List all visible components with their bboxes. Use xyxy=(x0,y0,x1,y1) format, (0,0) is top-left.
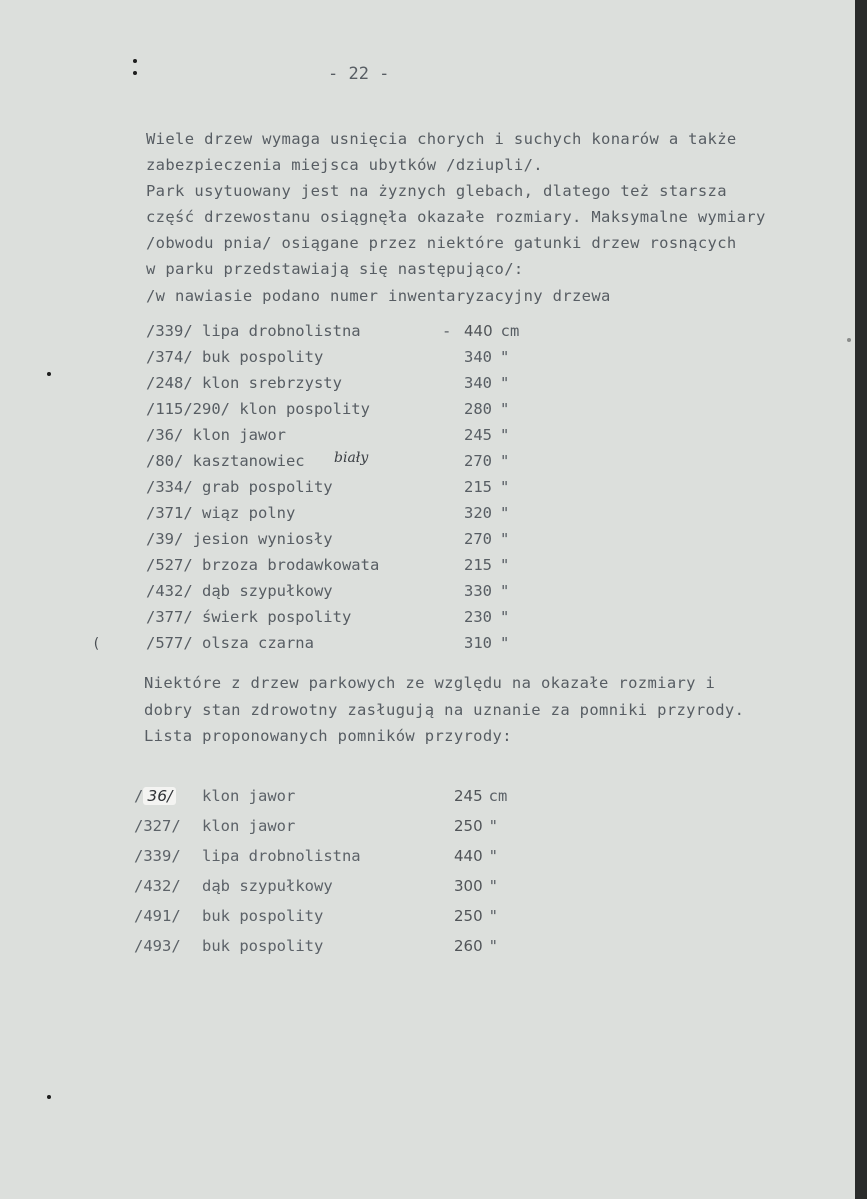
tree-name: /115/290/ klon pospolity xyxy=(146,400,370,418)
trunk-circumference xyxy=(464,452,509,470)
value: 230 xyxy=(464,608,492,626)
tree-name: klon jawor xyxy=(202,817,296,835)
value: 440 xyxy=(464,322,493,340)
tree-name: /432/ dąb szypułkowy xyxy=(146,582,333,600)
pencil-mark: ( xyxy=(92,636,101,652)
paragraph-line: Lista proponowanych pomników przyrody: xyxy=(144,727,512,745)
tree-name: /377/ świerk pospolity xyxy=(146,608,352,626)
trunk-circumference xyxy=(454,937,498,955)
unit: " xyxy=(500,530,510,548)
unit: cm xyxy=(488,787,508,805)
table-row xyxy=(146,348,586,370)
tree-name: dąb szypułkowy xyxy=(202,877,333,895)
paragraph-line: w parku przedstawiają się następująco/: xyxy=(146,260,524,278)
tree-name: buk pospolity xyxy=(202,907,324,925)
table-row xyxy=(146,608,586,630)
margin-dot xyxy=(133,59,137,63)
trunk-circumference xyxy=(454,907,498,925)
table-row xyxy=(146,400,586,422)
trunk-circumference xyxy=(464,608,509,626)
value: 340 xyxy=(464,374,492,392)
unit: " xyxy=(488,847,498,865)
value: 250 xyxy=(454,907,483,925)
margin-dot xyxy=(47,372,51,376)
tree-name: /374/ buk pospolity xyxy=(146,348,324,366)
table-row xyxy=(134,787,574,809)
trunk-circumference xyxy=(464,530,509,548)
inventory-number xyxy=(134,907,181,925)
table-row xyxy=(146,426,586,448)
table-row xyxy=(146,530,586,552)
number: /327/ xyxy=(134,817,181,835)
unit: " xyxy=(500,374,510,392)
value: 215 xyxy=(464,478,492,496)
trunk-circumference xyxy=(464,634,509,652)
table-row xyxy=(146,478,586,500)
margin-dot xyxy=(47,1095,51,1099)
value: 280 xyxy=(464,400,492,418)
value: 250 xyxy=(454,817,483,835)
unit: " xyxy=(500,426,510,444)
unit: " xyxy=(488,817,498,835)
trunk-circumference xyxy=(464,374,509,392)
tree-name: buk pospolity xyxy=(202,937,324,955)
value: 270 xyxy=(464,452,492,470)
margin-dot xyxy=(847,338,851,342)
number: /493/ xyxy=(134,937,181,955)
unit: " xyxy=(500,608,510,626)
tree-name: /36/ klon jawor xyxy=(146,426,286,444)
handwritten-annotation: biały xyxy=(334,450,369,466)
value: 245 xyxy=(454,787,483,805)
tree-name: /39/ jesion wyniosły xyxy=(146,530,333,548)
tree-name: /577/ olsza czarna xyxy=(146,634,314,652)
value: 440 xyxy=(454,847,483,865)
corrected-number: 36/ xyxy=(143,787,176,805)
tree-name: lipa drobnolistna xyxy=(202,847,361,865)
unit: " xyxy=(488,877,498,895)
value: 320 xyxy=(464,504,492,522)
table-row xyxy=(146,452,586,474)
value: 260 xyxy=(454,937,483,955)
paragraph-line: Wiele drzew wymaga usnięcia chorych i suchych konarów a także xyxy=(146,130,737,148)
value: 310 xyxy=(464,634,492,652)
unit: " xyxy=(488,937,498,955)
margin-dot xyxy=(133,71,137,75)
table-row xyxy=(134,817,574,839)
table-row xyxy=(146,504,586,526)
table-row xyxy=(146,374,586,396)
unit: " xyxy=(500,634,510,652)
inventory-number xyxy=(134,817,181,835)
unit: " xyxy=(500,504,510,522)
value: 270 xyxy=(464,530,492,548)
paragraph-line: Niektóre z drzew parkowych ze względu na okazałe rozmiary i xyxy=(144,674,716,692)
unit: " xyxy=(500,582,510,600)
number-prefix: / xyxy=(134,787,144,805)
trunk-circumference xyxy=(454,847,498,865)
unit: " xyxy=(500,452,510,470)
number: /339/ xyxy=(134,847,181,865)
trunk-circumference xyxy=(464,478,509,496)
unit: " xyxy=(500,478,510,496)
table-row xyxy=(146,634,586,656)
tree-name: /371/ wiąz polny xyxy=(146,504,296,522)
trunk-circumference xyxy=(464,504,509,522)
inventory-number xyxy=(134,937,181,955)
table-row xyxy=(134,847,574,869)
trunk-circumference xyxy=(454,877,498,895)
tree-name: /527/ brzoza brodawkowata xyxy=(146,556,380,574)
paragraph-line: Park usytuowany jest na żyznych glebach, dlatego też starsza xyxy=(146,182,727,200)
paragraph-line: /obwodu pnia/ osiągane przez niektóre gatunki drzew rosnących xyxy=(146,234,737,252)
table-row xyxy=(146,556,586,578)
value: 300 xyxy=(454,877,483,895)
value: 245 xyxy=(464,426,492,444)
unit: cm xyxy=(500,322,520,340)
trunk-circumference xyxy=(464,556,509,574)
paragraph-line: /w nawiasie podano numer inwentaryzacyjny drzewa xyxy=(146,287,611,305)
tree-name: /334/ grab pospolity xyxy=(146,478,333,496)
trunk-circumference xyxy=(464,582,509,600)
tree-name: klon jawor xyxy=(202,787,296,805)
page-number: - 22 - xyxy=(328,64,390,84)
trunk-circumference xyxy=(464,400,509,418)
number: /491/ xyxy=(134,907,181,925)
inventory-number xyxy=(134,877,181,895)
scan-edge xyxy=(855,0,867,1199)
table-row xyxy=(134,937,574,959)
dash-mark: - xyxy=(442,322,452,340)
inventory-number xyxy=(134,847,181,865)
trunk-circumference xyxy=(464,426,509,444)
table-row xyxy=(134,877,574,899)
trunk-circumference xyxy=(464,348,509,366)
tree-name: /80/ kasztanowiec xyxy=(146,452,305,470)
table-row xyxy=(146,582,586,604)
value: 215 xyxy=(464,556,492,574)
unit: " xyxy=(500,556,510,574)
value: 340 xyxy=(464,348,492,366)
value: 330 xyxy=(464,582,492,600)
trunk-circumference xyxy=(454,787,507,805)
tree-name: /339/ lipa drobnolistna xyxy=(146,322,361,340)
trunk-circumference xyxy=(454,817,498,835)
table-row xyxy=(146,322,586,344)
paragraph-line: dobry stan zdrowotny zasługują na uznanie za pomniki przyrody. xyxy=(144,701,745,719)
trunk-circumference xyxy=(464,322,519,340)
number: /432/ xyxy=(134,877,181,895)
tree-name: /248/ klon srebrzysty xyxy=(146,374,342,392)
inventory-number xyxy=(134,787,176,805)
paragraph-line: część drzewostanu osiągnęła okazałe rozmiary. Maksymalne wymiary xyxy=(146,208,766,226)
table-row xyxy=(134,907,574,929)
paragraph-line: zabezpieczenia miejsca ubytków /dziupli/. xyxy=(146,156,543,174)
unit: " xyxy=(500,348,510,366)
unit: " xyxy=(488,907,498,925)
unit: " xyxy=(500,400,510,418)
